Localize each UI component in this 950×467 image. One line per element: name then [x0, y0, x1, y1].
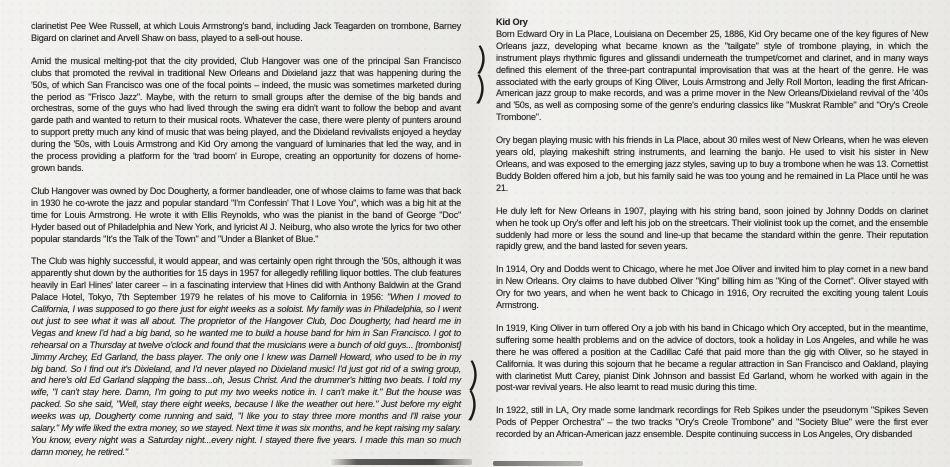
- right-paragraph-1: Born Edward Ory in La Place, Louisiana on December 25, 1886, Kid Ory became one of the key figures of New Orleans jazz, developing what became known as the "tailgate" style of trombone playing, in which the instrument plays rhythmic figures and glissandi underneath the trumpet/cornet and clarinet, and in many ways defined this element of the three-part contrapuntal improvisation that was at the heart of the genre. He was associated with the early groups of King Oliver, Louis Armstrong and Jelly Roll Morton, leading the first African-American jazz group to make records, and was a prime mover in the New Orleans/Dixieland revival of the '40s and '50s, as well as composing some of the genre's enduring classics like "Muskrat Ramble" and "Ory's Creole Trombone".: [496, 28, 928, 123]
- pen-mark-icon: [466, 360, 479, 391]
- right-paragraph-2: Ory began playing music with his friends in La Place, about 30 miles west of New Orleans, when he was eleven years old, playing makeshift string instruments, and learning the banjo. He used to visit his sister in New Orleans, and was exposed to the emerging jazz styles, saving up to buy a trombone when he was 13. Cornettist Buddy Bolden offered him a job, but his family said he was too young and he remained in La Place until he was 21.: [496, 135, 928, 193]
- pen-mark-icon: [465, 390, 478, 421]
- left-paragraph-2: Amid the musical melting-pot that the city provided, Club Hangover was one of the principal San Francisco clubs that promoted the revival in traditional New Orleans and Dixieland jazz that was happening during the '50s, of which San Francisco was one of the focal points – indeed, the music was sometimes marketed during the period as "Frisco Jazz". Maybe, with the return to small groups after the demise of the big bands and orchestras, some of the guys who had lived through the swing era didn't want to follow the bebop and avant garde path and wanted to return to their musical roots. Whatever the case, there were plenty of punters around to support pretty much any kind of music that was being played, and the Dixieland revivalists enjoyed a heyday during the '50s, with Louis Armstrong and Kid Ory among the vanguard of luminaries that led the way, and in the process providing a platform for the 'trad boom' in Europe, creating an opportunity for dozens of home-grown bands.: [31, 55, 461, 173]
- scan-edge-artifact: [331, 459, 472, 465]
- kid-ory-heading: Kid Ory: [496, 17, 528, 27]
- right-paragraph-4: In 1914, Ory and Dodds went to Chicago, where he met Joe Oliver and invited him to play cornet in a new band in New Orleans. Ory claims to have dubbed Oliver "King" billing him as "King of the Cornet". Oliver stayed with Ory for two years, and when he went back to Chicago in 1916, Ory recruited the exciting young talent Louis Armstrong.: [496, 264, 928, 311]
- left-paragraph-4: [31, 256, 461, 458]
- scan-edge-artifact: [493, 461, 583, 466]
- right-page: [496, 17, 928, 441]
- left-page: [31, 21, 461, 459]
- left-paragraph-1: clarinetist Pee Wee Russell, at which Louis Armstrong's band, including Jack Teagarden on trombone, Barney Bigard on clarinet and Arvell Shaw on bass, played to a sell-out house.: [31, 21, 461, 43]
- left-paragraph-4-lead: The Club was highly successful, it would appear, and was certainly open right through the '50s, although it was apparently shut down by the authorities for 15 days in 1957 for allegedly refilling liquor bottles. The club features heavily in Earl Hines' later career – in a fascinating interview that Hines did with Anthony Baldwin at the Grand Palace Hotel, Tokyo, 7th September 1979 he relates of his move to California in 1956:: [31, 256, 461, 303]
- earl-hines-interview-quote: "When I moved to California, I was supposed to go there just for eight weeks as a soloist. My family was in Philadelphia, so I went out just to see what it was all about. The proprietor of the Hangover Club, Doc Dougherty, had heard me in Vegas and knew I'd had a big band, so he wanted me to build a house band for him in San Francisco. I got to rehearsal on a Thursday at twelve o'clock and found that the musicians were a bunch of old guys... [trombonist] Jimmy Archey, Ed Garland, the bass player. The only one I knew was Darnell Howard, who used to be in my big band. So I find out it's Dixieland, and I'd never played no Dixieland music! I'd just got rid of a swing group, and here's old Ed Garland slapping the bass...oh, Jesus Christ. And the drummer's hitting two beats. I told my wife, "I can't stay here. Damn, I'm going to put my two weeks notice in. I can't make it." But the house was packed. So she said, "Well, stay there eight weeks, because I like the weather out here." Just before my eight weeks was up, Dougherty come running and said, "I like you to stay three more months and I'll raise your salary." My wife liked the extra money, so we stayed. Next time it was six months, and he kept raising my salary. You know, every night was a Saturday night...every night. I stayed there five years. I made this man so much damn money, he retired.": [31, 292, 461, 457]
- pen-mark-icon: [473, 74, 486, 104]
- right-paragraph-3: He duly left for New Orleans in 1907, playing with his string band, soon joined by Johnny Dodds on clarinet when he took up Ory's offer and left his job on the streetcars. Their violinist took up the cornet, and the ensemble suddenly had more or less the sound and line-up that became the standard within the genre. Their reputation rapidly grew, and the band lasted for seven years.: [496, 205, 928, 252]
- left-paragraph-3: Club Hangover was owned by Doc Dougherty, a former bandleader, one of whose claims to fame was that back in 1930 he co-wrote the jazz and popular standard "I'm Confessin' That I Love You", which was a big hit at the time for Louis Armstrong. He wrote it with Ellis Reynolds, who was the pianist in the band of George "Doc" Hyder based out of Philadelphia and New York, and lyricist Al J. Neiburg, who also wrote the lyrics for two other popular standards "It's the Talk of the Town" and "Under a Blanket of Blue.": [31, 185, 461, 244]
- pen-mark-icon: [474, 45, 487, 74]
- kid-ory-section: [496, 17, 928, 124]
- right-paragraph-6: In 1922, still in LA, Ory made some landmark recordings for Reb Spikes under the pseudonym "Spikes Seven Pods of Pepper Orchestra" – the two tracks "Ory's Creole Trombone" and "Society Blue" were the first ever recorded by an African-American jazz ensemble. Despite continuing success in Los Angeles, Ory disbanded: [496, 405, 928, 440]
- right-paragraph-5: In 1919, King Oliver in turn offered Ory a job with his band in Chicago which Ory accepted, but in the meantime, suffering some health problems and on the advice of doctors, took a holiday in Los Angeles, and while he was there he was offered a position at the Cadillac Café that paid more than the gig with Oliver, so he stayed in California. It was during this sojourn that he became a regular attraction in San Francisco and Oakland, playing with clarinetist Mutt Carey, pianist Dink Johnson and bassist Ed Garland, whom he worked with again in the post-war revival years. He also learnt to read music during this time.: [496, 322, 928, 393]
